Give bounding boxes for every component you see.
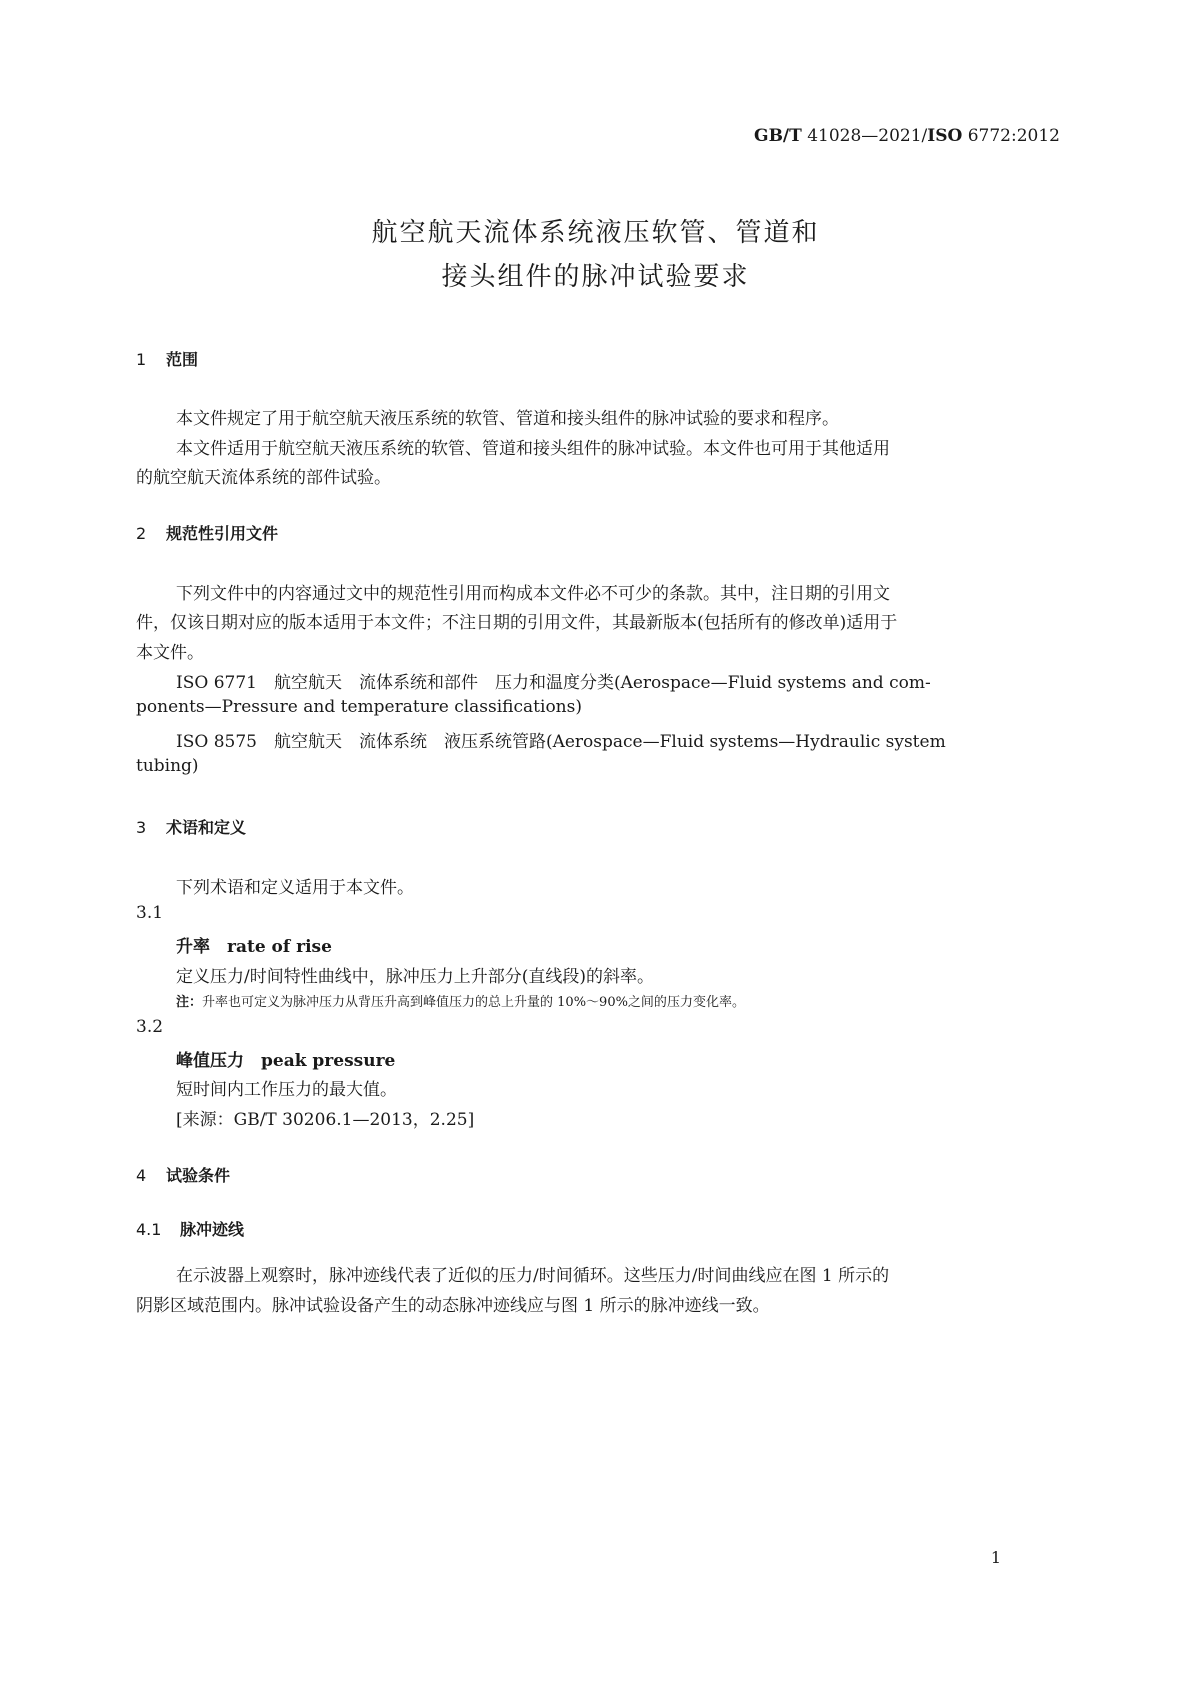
note-label: 注： xyxy=(176,995,203,1010)
section-title: 试验条件 xyxy=(166,1166,231,1185)
section-number: 4 xyxy=(136,1166,147,1185)
section-1-paragraph-2-line-2: 的航空航天流体系统的部件试验。 xyxy=(136,468,391,488)
section-number: 2 xyxy=(136,524,147,543)
section-2-paragraph-line-1: 下列文件中的内容通过文中的规范性引用而构成本文件必不可少的条款。其中，注日期的引用文 xyxy=(176,584,890,604)
section-1-paragraph-1: 本文件规定了用于航空航天液压系统的软管、管道和接头组件的脉冲试验的要求和程序。 xyxy=(176,409,839,429)
section-title: 规范性引用文件 xyxy=(166,524,279,543)
term-3-2-number: 3.2 xyxy=(136,1017,164,1037)
document-title-line-1: 航空航天流体系统液压软管、管道和 xyxy=(371,218,820,248)
std-number-2: 6772:2012 xyxy=(962,126,1060,146)
std-number-1: 41028—2021/ xyxy=(801,126,928,146)
section-title: 范围 xyxy=(166,350,199,369)
term-3-2-definition: 短时间内工作压力的最大值。 xyxy=(176,1080,397,1100)
term-3-1-title: 升率 rate of rise xyxy=(176,937,332,957)
term-3-2-source: [来源：GB/T 30206.1—2013，2.25] xyxy=(176,1110,475,1130)
subsection-4-1-heading xyxy=(136,1217,244,1240)
term-3-2-title: 峰值压力 peak pressure xyxy=(176,1051,396,1071)
section-3-heading xyxy=(136,815,246,838)
reference-iso-8575-line-1: ISO 8575 航空航天 流体系统 液压系统管路(Aerospace—Fluid systems—Hydraulic system xyxy=(176,732,946,752)
reference-iso-8575-line-2: tubing) xyxy=(136,756,199,776)
section-3-intro: 下列术语和定义适用于本文件。 xyxy=(176,878,414,898)
section-2-paragraph-line-3: 本文件。 xyxy=(136,643,204,663)
page-number: 1 xyxy=(990,1548,1001,1567)
term-3-1-note xyxy=(176,991,745,1010)
std-code-gbt: GB/T xyxy=(754,126,802,146)
subsection-number: 4.1 xyxy=(136,1220,162,1239)
document-title-line-2: 接头组件的脉冲试验要求 xyxy=(441,262,750,292)
note-text: 升率也可定义为脉冲压力从背压升高到峰值压力的总上升量的 10%～90%之间的压力变化率。 xyxy=(202,995,745,1010)
section-1-paragraph-2-line-1: 本文件适用于航空航天液压系统的软管、管道和接头组件的脉冲试验。本文件也可用于其他适用 xyxy=(176,439,890,459)
section-2-paragraph-line-2: 件，仅该日期对应的版本适用于本文件；不注日期的引用文件，其最新版本(包括所有的修改单)适用于 xyxy=(136,613,898,633)
reference-iso-6771-line-2: ponents—Pressure and temperature classifications) xyxy=(136,697,582,717)
section-4-1-paragraph-line-2: 阴影区域范围内。脉冲试验设备产生的动态脉冲迹线应与图 1 所示的脉冲迹线一致。 xyxy=(136,1296,770,1316)
section-number: 1 xyxy=(136,350,147,369)
section-4-1-paragraph-line-1: 在示波器上观察时，脉冲迹线代表了近似的压力/时间循环。这些压力/时间曲线应在图 1 所示的 xyxy=(176,1266,890,1286)
section-number: 3 xyxy=(136,818,147,837)
section-4-heading xyxy=(136,1163,230,1186)
std-code-iso: ISO xyxy=(927,126,963,146)
reference-iso-6771-line-1: ISO 6771 航空航天 流体系统和部件 压力和温度分类(Aerospace—Fluid systems and com- xyxy=(176,673,931,693)
section-title: 术语和定义 xyxy=(166,818,247,837)
standard-number xyxy=(754,126,1060,146)
section-1-heading xyxy=(136,347,198,370)
term-3-1-definition: 定义压力/时间特性曲线中，脉冲压力上升部分(直线段)的斜率。 xyxy=(176,967,654,987)
section-2-heading xyxy=(136,521,278,544)
term-3-1-number: 3.1 xyxy=(136,903,164,923)
subsection-title: 脉冲迹线 xyxy=(180,1220,245,1239)
